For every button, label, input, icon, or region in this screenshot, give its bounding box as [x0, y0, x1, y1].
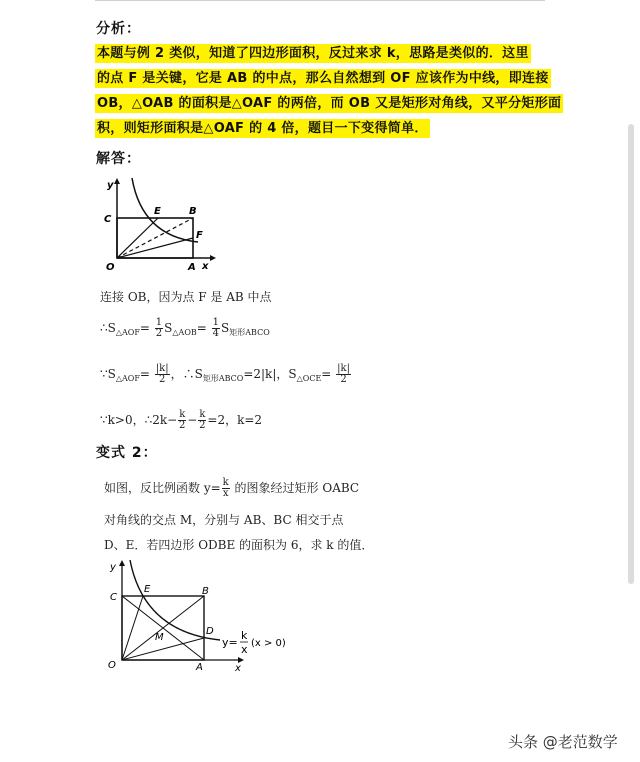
- analysis-line: OB，△OAB 的面积是△OAF 的两倍，而 OB 又是矩形对角线，又平分矩形面: [97, 96, 562, 111]
- fig1-label-c: C: [104, 214, 112, 225]
- variant-line-3: D、E．若四边形 ODBE 的面积为 6，求 k 的值．: [104, 538, 374, 552]
- variant-line-1: 如图，反比例函数 y= $\frac{k}{x}$ 的图象经过矩形 OABC: [104, 477, 360, 499]
- fig2-label-a: A: [196, 662, 203, 673]
- top-divider: [95, 0, 545, 1]
- fig2-equation-x: x: [241, 643, 248, 656]
- fig2-label-e: E: [144, 584, 151, 595]
- analysis-heading: 分析：: [96, 21, 141, 37]
- fig2-equation-k: k: [241, 629, 248, 642]
- analysis-line: 积，则矩形面积是△OAF 的 4 倍，题目一下变得简单．: [97, 121, 428, 136]
- variant-heading: 变式 2：: [96, 445, 158, 461]
- analysis-line: 的点 F 是关键，它是 AB 的中点，那么自然想到 OF 应该作为中线，即连接: [97, 71, 549, 86]
- scrollbar[interactable]: [628, 124, 634, 584]
- figure-2-rectangle-hyperbola: [100, 558, 300, 674]
- watermark: 头条 @老范数学: [508, 733, 618, 751]
- fig1-label-x: x: [202, 261, 209, 272]
- fraction: $\frac{|k|}{2}$: [155, 363, 169, 385]
- fig2-label-o: O: [108, 660, 116, 671]
- fig2-label-x: x: [235, 663, 241, 674]
- fig2-equation-condition: (x > 0): [251, 638, 286, 649]
- fig1-label-a: A: [188, 262, 196, 273]
- answer-step-1: 连接 OB，因为点 F 是 AB 中点: [100, 290, 272, 304]
- fraction: $\frac{k}{x}$: [222, 477, 229, 499]
- variant-line-2: 对角线的交点 M，分别与 AB、BC 相交于点: [104, 513, 344, 527]
- fig2-label-b: B: [202, 586, 209, 597]
- fig2-equation-y: y=: [222, 636, 238, 649]
- fig1-label-e: E: [154, 206, 161, 217]
- fraction: $\frac{|k|}{2}$: [337, 363, 350, 385]
- fig1-label-b: B: [189, 206, 197, 217]
- fig1-label-f: F: [196, 230, 203, 241]
- fig2-label-m: M: [155, 632, 164, 643]
- analysis-line: 本题与例 2 类似，知道了四边形面积，反过来求 k，思路是类似的．这里: [97, 46, 529, 61]
- analysis-highlight-block: [95, 42, 562, 142]
- answer-step-4: ∵k>0，∴2k− $\frac{k}{2}$ − $\frac{k}{2}$ =2，k=2: [100, 409, 263, 431]
- fig1-label-o: O: [106, 262, 115, 273]
- fraction: $\frac{1}{2}$: [155, 317, 163, 339]
- fraction: $\frac{k}{2}$: [179, 409, 186, 431]
- answer-step-2: $\therefore S_{\triangle AOF}=$ $\frac{1}{2}$ $S_{\triangle AOB}=$ $\frac{1}{4}$ $S_{矩形ABCO}$: [100, 317, 270, 339]
- fig1-label-y: y: [107, 180, 114, 191]
- fig2-label-y: y: [110, 562, 116, 573]
- answer-step-3: $\because S_{\triangle AOF}=$ $\frac{|k|}{2}$ ，$\therefore S_{矩形ABCO}=2|k|$，$S_{\triangle OCE}=$ $\frac{|k|}{2}$: [100, 363, 350, 385]
- fig2-label-c: C: [110, 592, 117, 603]
- fraction: $\frac{1}{4}$: [212, 317, 220, 339]
- fig2-label-d: D: [206, 626, 214, 637]
- fraction: $\frac{k}{2}$: [199, 409, 206, 431]
- answer-heading: 解答：: [96, 151, 141, 167]
- figure-1-rectangle-hyperbola: [98, 176, 218, 274]
